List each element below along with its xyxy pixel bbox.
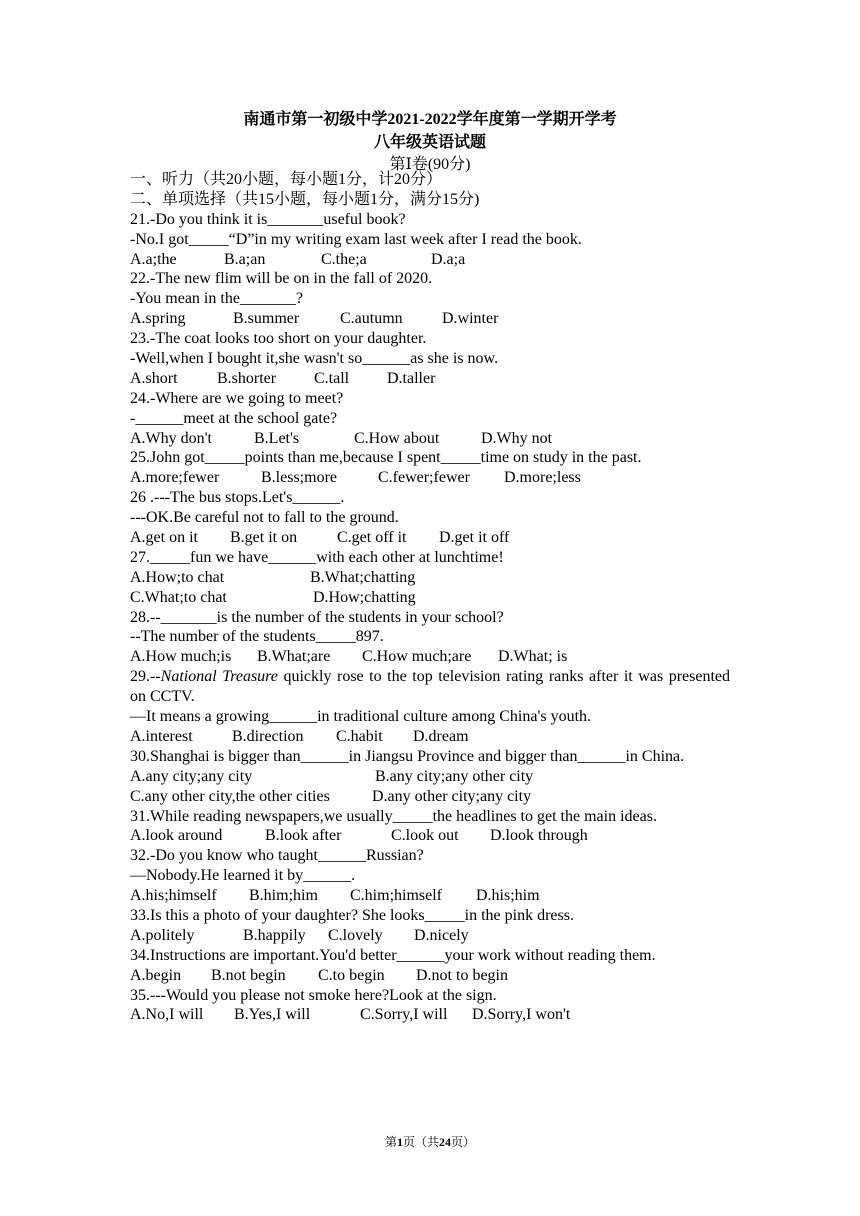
volume-heading: 第Ⅰ卷(90分) (389, 156, 471, 173)
option-b: B.happily (243, 926, 306, 944)
footer-prefix: 第 (384, 1135, 397, 1149)
question-28-options (130, 647, 730, 667)
option-a: A.spring (130, 310, 186, 328)
question-30-stem: 30.Shanghai is bigger than______in Jiangsu Province and bigger than______in China. (130, 747, 685, 765)
question-29-prefix: 29.-- (130, 668, 161, 686)
option-d: D.winter (442, 310, 499, 328)
option-b: B.direction (232, 727, 304, 745)
question-32-options (130, 886, 730, 906)
option-d: D.any other city;any city (372, 787, 532, 805)
option-b: B.get it on (230, 529, 298, 547)
section-listening: 一、听力（共20小题，每小题1分，计20分） (130, 171, 443, 188)
option-a: A.Why don't (130, 429, 212, 447)
question-28-line-2: --The number of the students_____897. (130, 628, 384, 646)
option-b: B.him;him (249, 887, 318, 905)
option-b: B.What;chatting (310, 568, 416, 586)
page-total: 24 (439, 1135, 451, 1149)
option-c: C.any other city,the other cities (130, 787, 330, 805)
option-d: D.nicely (414, 926, 469, 944)
question-35-line-1: 35.---Would you please not smoke here?Look at the sign. (130, 986, 497, 1004)
option-d: D.a;a (431, 250, 466, 268)
question-23-line-2: -Well,when I bought it,she wasn't so______as she is now. (130, 350, 499, 368)
question-24-line-1: 24.-Where are we going to meet? (130, 389, 344, 407)
option-c: C.Sorry,I will (360, 1006, 448, 1024)
question-27-options-row-2 (130, 588, 730, 608)
question-34-line-1: 34.Instructions are important.You'd better______your work without reading them. (130, 946, 656, 964)
option-c: C.How about (354, 429, 440, 447)
section-choice: 二、单项选择（共15小题，每小题1分，满分15分) (130, 190, 480, 208)
option-c: C.What;to chat (130, 588, 227, 606)
question-22-line-1: 22.-The new flim will be on in the fall of 2020. (130, 270, 433, 288)
option-b: B.a;an (224, 250, 266, 268)
question-29-rest: quickly rose to the top television rating ranks after it was presented on CCTV. (130, 668, 731, 706)
option-d: D.dream (413, 727, 469, 745)
option-b: B.shorter (217, 369, 277, 387)
question-28-line-1: 28.--_______is the number of the students in your school? (130, 608, 504, 626)
question-33-line-1: 33.Is this a photo of your daughter? She looks_____in the pink dress. (130, 907, 574, 924)
option-a: A.No,I will (130, 1006, 204, 1024)
question-21-line-1: 21.-Do you think it is_______useful book? (130, 210, 406, 228)
question-body (130, 170, 730, 1025)
question-32-line-2: —Nobody.He learned it by______. (130, 867, 356, 885)
option-b: B.look after (265, 827, 342, 845)
option-a: A.How much;is (130, 648, 232, 666)
option-a: A.a;the (130, 250, 177, 268)
option-b: B.What;are (257, 648, 331, 666)
question-24-options (130, 429, 730, 449)
option-a: A.his;himself (130, 887, 217, 905)
footer-suffix: 页） (451, 1135, 476, 1149)
exam-title: 南通市第一初级中学2021-2022学年度第一学期开学考 (243, 111, 617, 128)
question-23-options (130, 369, 730, 389)
option-d: D.his;him (476, 887, 540, 905)
option-d: D.get it off (439, 529, 510, 547)
option-c: C.to begin (318, 966, 385, 984)
question-25-options (130, 468, 730, 488)
question-33-options (130, 926, 730, 946)
question-34-options (130, 966, 730, 986)
option-d: D.more;less (504, 469, 581, 487)
option-b: B.not begin (211, 966, 286, 984)
question-26-line-1: 26 .---The bus stops.Let's______. (130, 489, 345, 507)
option-a: A.get on it (130, 529, 198, 547)
page-number: 1 (396, 1135, 403, 1149)
question-29-line-2: —It means a growing______in traditional culture among China's youth. (130, 708, 592, 726)
option-b: B.Yes,I will (234, 1006, 311, 1024)
option-c: C.tall (314, 369, 350, 387)
option-c: C.lovely (328, 926, 383, 944)
question-31-options (130, 826, 730, 846)
option-b: B.Let's (254, 429, 300, 447)
option-c: C.fewer;fewer (378, 469, 470, 487)
question-22-line-2: -You mean in the_______? (130, 290, 304, 308)
question-26-line-2: ---OK.Be careful not to fall to the ground. (130, 509, 399, 527)
question-30-options-row-1 (130, 767, 730, 787)
option-c: C.the;a (321, 250, 367, 268)
question-27-options-row-1 (130, 568, 730, 588)
question-21-options (130, 250, 730, 270)
option-a: A.interest (130, 727, 193, 745)
option-a: A.How;to chat (130, 568, 225, 586)
option-d: D.Sorry,I won't (472, 1006, 571, 1024)
option-d: D.Why not (481, 429, 553, 447)
exam-subtitle: 八年级英语试题 (373, 134, 486, 151)
question-29-program-title: National Treasure (160, 668, 278, 686)
option-c: C.habit (336, 727, 383, 745)
option-b: B.any city;any other city (375, 767, 534, 785)
question-29-stem (130, 667, 730, 707)
question-31-line-1: 31.While reading newspapers,we usually_____the headlines to get the main ideas. (130, 807, 657, 825)
question-35-options (130, 1005, 730, 1025)
option-c: C.look out (391, 827, 459, 845)
option-a: A.more;fewer (130, 469, 220, 487)
option-b: B.summer (233, 310, 300, 328)
option-a: A.any city;any city (130, 767, 253, 785)
question-21-line-2: -No.I got_____“D”in my writing exam last week after I read the book. (130, 230, 582, 248)
option-d: D.not to begin (416, 966, 508, 984)
option-a: A.begin (130, 966, 182, 984)
option-a: A.short (130, 369, 178, 387)
question-32-line-1: 32.-Do you know who taught______Russian? (130, 847, 424, 865)
question-29-options (130, 727, 730, 747)
question-22-options (130, 309, 730, 329)
option-d: D.taller (387, 369, 436, 387)
option-a: A.look around (130, 827, 223, 845)
option-c: C.autumn (340, 310, 403, 328)
question-25-line-1: 25.John got_____points than me,because I spent_____time on study in the past. (130, 449, 642, 467)
option-c: C.him;himself (350, 887, 442, 905)
option-a: A.politely (130, 926, 195, 944)
question-30-options-row-2 (130, 787, 730, 807)
footer-middle: 页（共 (402, 1135, 439, 1149)
option-b: B.less;more (261, 469, 337, 487)
page-footer (0, 1133, 860, 1150)
question-26-options (130, 528, 730, 548)
option-c: C.How much;are (362, 648, 472, 666)
option-d: D.look through (490, 827, 588, 845)
question-23-line-1: 23.-The coat looks too short on your daughter. (130, 330, 427, 348)
question-24-line-2: -______meet at the school gate? (130, 409, 338, 427)
option-c: C.get off it (337, 529, 407, 547)
option-d: D.What; is (498, 648, 568, 666)
option-d: D.How;chatting (313, 588, 416, 606)
question-27-line-1: 27._____fun we have______with each other at lunchtime! (130, 548, 504, 566)
